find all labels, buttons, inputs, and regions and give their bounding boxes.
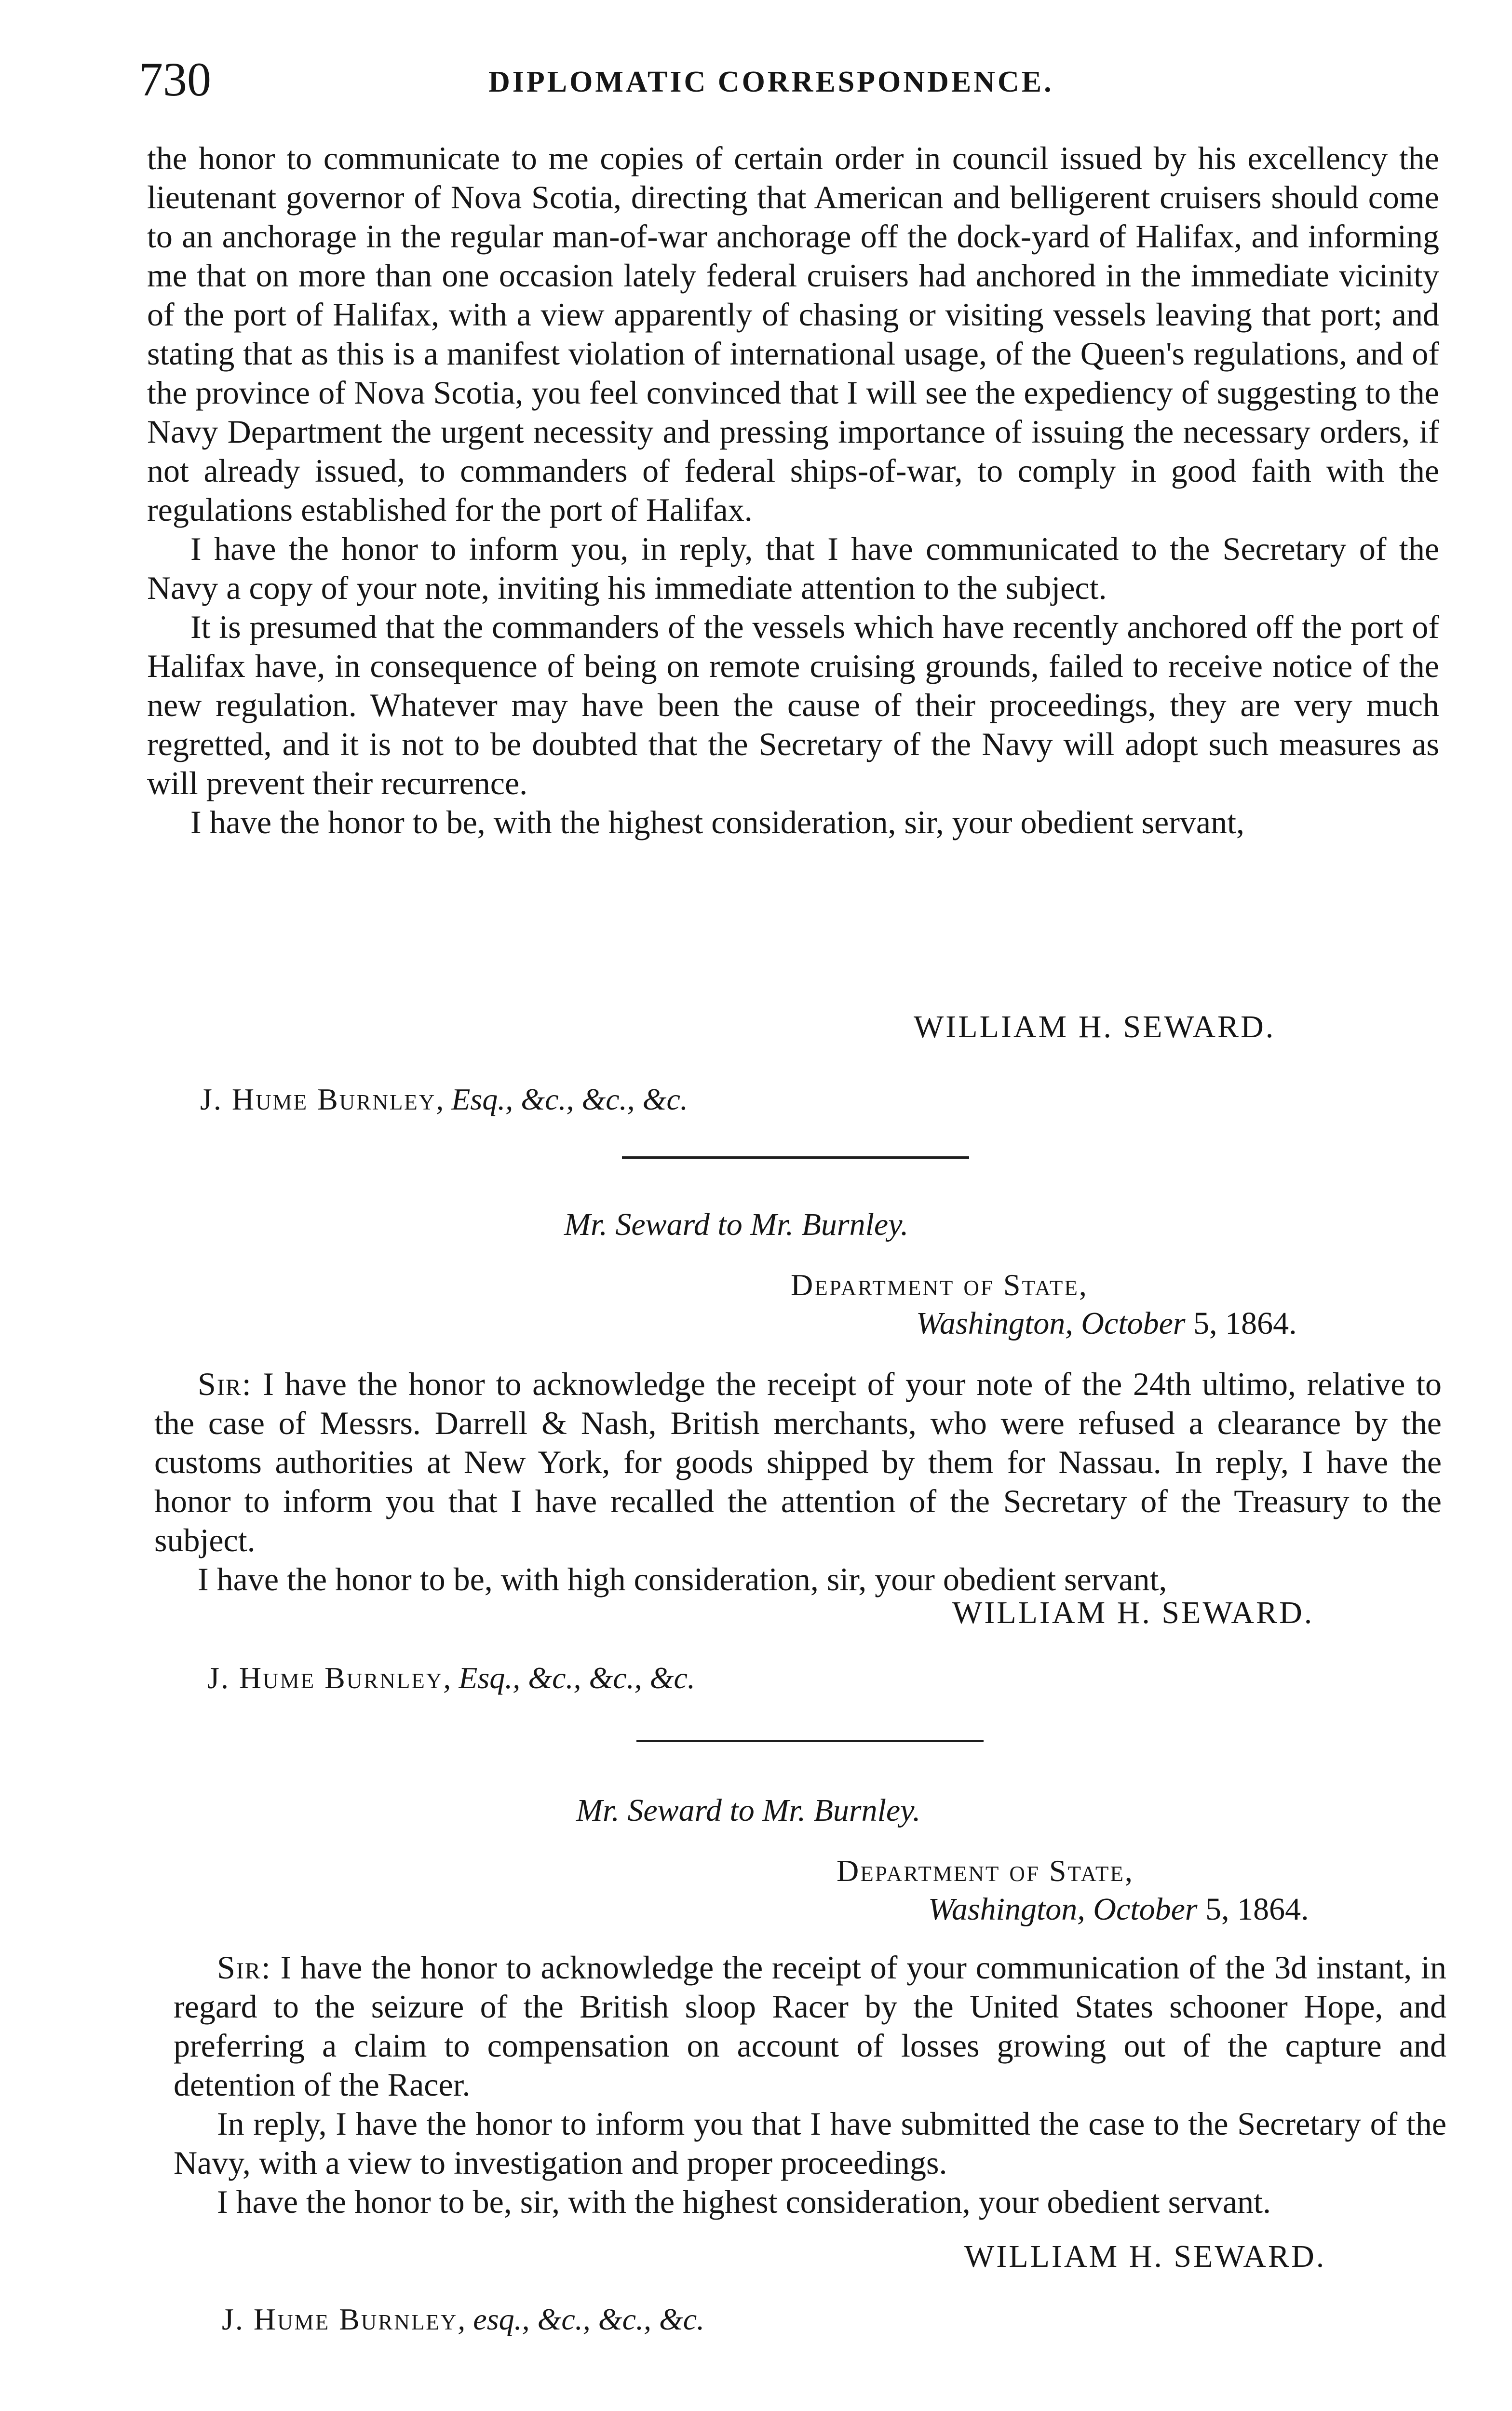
running-title: DIPLOMATIC CORRESPONDENCE. [488,66,1054,98]
section-divider [622,1156,969,1159]
letter2-dateline [916,1304,1297,1343]
section-divider [636,1740,984,1742]
letter3-body [174,1948,1446,2221]
letter1-paragraph: It is presumed that the commanders of the vessels which have recently anchored off the port of Halifax have, in consequence of being on remote cruising grounds, failed to receive notice of the new regulation. Whatever may have been the cause of their proceedings, they are very much regretted, and it is not to be doubted that the Secretary of the Navy will adopt such measures as will prevent their recurrence. [147,609,1439,801]
page-number: 730 [139,53,211,106]
letter2-closing: I have the honor to be, with high consideration, sir, your obedient servant, [198,1561,1167,1598]
dateline-place: Washington, October [928,1892,1198,1927]
letter2-heading: Mr. Seward to Mr. Burnley. [564,1207,909,1242]
letter3-dateline [928,1890,1309,1929]
addressee-name: J. Hume Burnley [222,2302,458,2336]
letter1-paragraph: I have the honor to inform you, in reply, that I have communicated to the Secretary of the Navy a copy of your note, inviting his immediate attention to the subject. [147,530,1439,606]
page-header [139,46,1441,113]
letter1-paragraph: the honor to communicate to me copies of certain order in council issued by his excellency the lieutenant governor of Nova Scotia, directing that American and belligerent cruisers should come to an anchorage in the regular man-of-war anchorage off the dock-yard of Halifax, and informing me that on more than one occasion lately federal cruisers had anchored in the immediate vicinity of the port of Halifax, with a view apparently of chasing or visiting vessels leaving that port; and stating that as this is a manifest violation of international usage, of the Queen's regulations, and of the province of Nova Scotia, you feel convinced that I will see the expediency of suggesting to the Navy Department the urgent necessity and pressing importance of issuing the necessary orders, if not already issued, to commanders of federal ships-of-war, to comply in good faith with the regulations established for the port of Halifax. [147,140,1439,528]
letter3-heading: Mr. Seward to Mr. Burnley. [576,1793,921,1828]
letter1-body [147,139,1439,842]
letter1-signature: WILLIAM H. SEWARD. [914,1009,1276,1044]
letter2-signature: WILLIAM H. SEWARD. [952,1595,1314,1630]
letter2-paragraph [154,1365,1442,1560]
addressee-name: J. Hume Burnley [200,1082,436,1116]
addressee-suffix: , Esq., &c., &c., &c. [436,1082,688,1116]
addressee-suffix: , esq., &c., &c., &c. [458,2302,705,2336]
addressee-name: J. Hume Burnley [207,1661,444,1695]
letter3-paragraph-text: I have the honor to acknowledge the receipt of your communication of the 3d instant, in regard to the seizure of the British sloop Racer by the United States schooner Hope, and preferring a claim to compensation on account of losses growing out of the capture and detention of the Racer. [174,1949,1447,2103]
letter3-addressee [222,2300,704,2339]
letter2-body [154,1365,1442,1599]
letter2-addressee [207,1659,695,1697]
dateline-date: 5, 1864. [1197,1892,1309,1927]
letter2-department: Department of State, [791,1268,1088,1302]
letter3-department: Department of State, [837,1854,1134,1888]
letter3-signature: WILLIAM H. SEWARD. [964,2239,1326,2274]
letter3-paragraph: In reply, I have the honor to inform you that I have submitted the case to the Secretary of the Navy, with a view to investigation and proper proceedings. [174,2105,1446,2181]
letter1-addressee [200,1080,688,1119]
letter3-paragraph [174,1948,1446,2104]
letter3-salutation: Sir: [217,1949,271,1986]
letter1-closing: I have the honor to be, with the highest consideration, sir, your obedient servant, [190,804,1244,840]
dateline-date: 5, 1864. [1185,1306,1297,1341]
letter2-salutation: Sir: [198,1366,252,1402]
dateline-place: Washington, October [916,1306,1186,1341]
letter3-closing: I have the honor to be, sir, with the highest consideration, your obedient servant. [217,2183,1271,2220]
letter2-paragraph-text: I have the honor to acknowledge the receipt of your note of the 24th ultimo, relative to the case of Messrs. Darrell & Nash, British merchants, who were refused a clearance by the customs authorities at New York, for goods shipped by them for Nassau. In reply, I have the honor to inform you that I have recalled the attention of the Secretary of the Treasury to the subject. [154,1366,1442,1558]
addressee-suffix: , Esq., &c., &c., &c. [443,1661,695,1695]
